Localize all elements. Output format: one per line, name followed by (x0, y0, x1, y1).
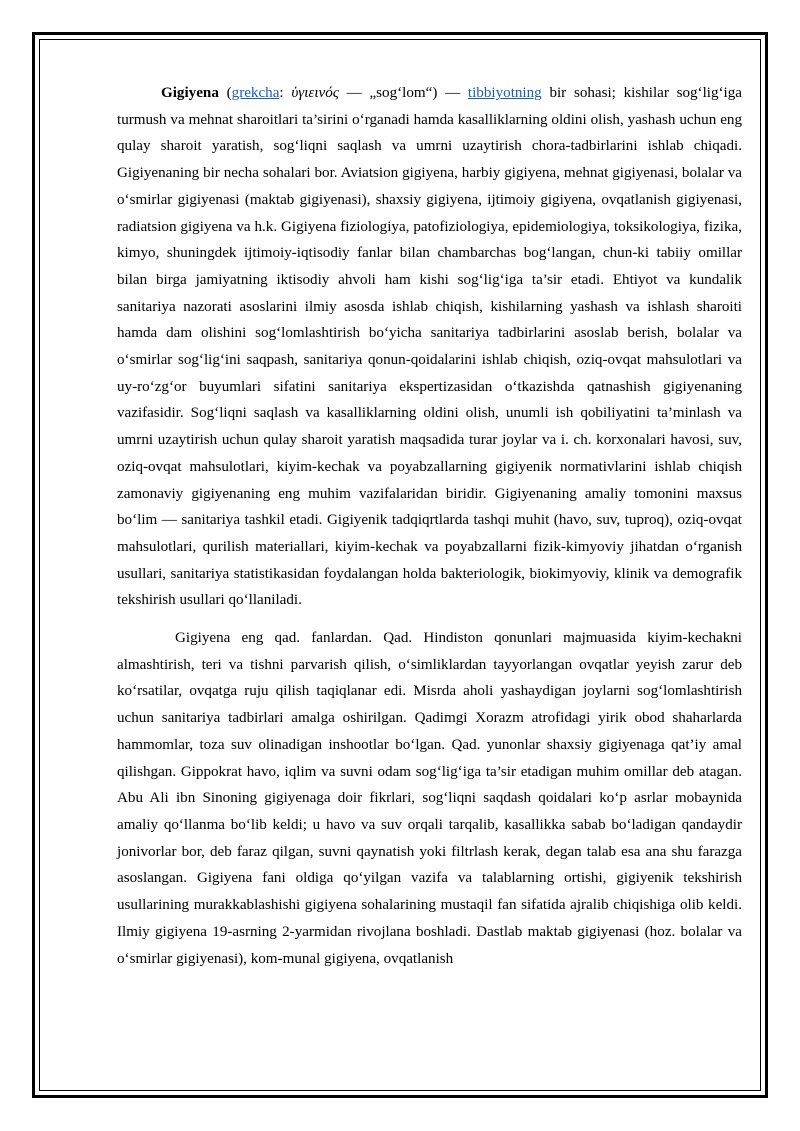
greek-word: ὑγιεινός (291, 85, 339, 101)
paragraph-1 (117, 80, 742, 614)
field-link[interactable]: tibbiyotning (467, 85, 542, 101)
colon: : (279, 85, 292, 101)
document-body (117, 80, 742, 972)
article-title: Gigiyena (161, 85, 219, 101)
meaning-text: — „sog‘lom“) — (338, 85, 468, 101)
paragraph-2: Gigiyena eng qad. fanlardan. Qad. Hindiston qonunlari majmuasida kiyim-kechakni almashtirish, teri va tishni parvarish qilish, o‘simliklardan tayyorlangan ovqatlar yeyish zarur deb ko‘rsatilar, ovqatga ruju qilish taqiqlanar edi. Misrda aholi yashaydigan joylarni sog‘lomlashtirish uchun sanitariya tadbirlari amalga oshirilgan. Qadimgi Xorazm atrofidagi yirik obod shaharlarda hammomlar, toza suv olinadigan inshootlar bo‘lgan. Qad. yunonlar shaxsiy gigiyenaga qat’iy amal qilishgan. Gippokrat havo, iqlim va suvni odam sog‘lig‘iga ta’sir etadigan muhim omillar deb atagan. Abu Ali ibn Sinoning gigiyenaga doir fikrlari, sog‘liqni saqdash qoidalari ko‘p asrlar mobaynida amaliy qo‘llanma bo‘lib keldi; u havo va suv orqali tarqalib, kasallikka sabab bo‘ladigan qandaydir jonivorlar bor, deb faraz qilgan, suvni qaynatish yoki filtrlash kerak, degan talab esa ana shu farazga asoslangan. Gigiyena fani oldiga qo‘yilgan vazifa va talablarning ortishi, gigiyenik tekshirish usullarining murakkablashishi gigiyena sohalarining mustaqil fan sifatida ajralib chiqishiga olib keldi. Ilmiy gigiyena 19-asrning 2-yarmidan rivojlana boshladi. Dastlab maktab gigiyenasi (hoz. bolalar va o‘smirlar gigiyenasi), kom-munal gigiyena, ovqatlanish (117, 630, 742, 967)
paren-open: ( (226, 85, 232, 101)
language-link[interactable]: grekcha (231, 85, 280, 101)
paragraph-1-text: bir sohasi; kishilar sog‘lig‘iga turmush va mehnat sharoitlari ta’sirini o‘rganadi hamda kasalliklarning oldini olish, yashash uchun eng qulay sharoit yaratish, sog‘liqni saqlash va umrni uzaytirish chora-tadbirlarini ishlab chiqadi. Gigiyenaning bir necha sohalari bor. Aviatsion gigiyena, harbiy gigiyena, mehnat gigiyenasi, bolalar va o‘smirlar gigiyenasi (maktab gigiyenasi), shaxsiy gigiyena, ijtimoiy gigiyena, ovqatlanish gigiyenasi, radiatsion gigiyena va h.k. Gigiyena fiziologiya, patofiziologiya, epidemiologiya, toksikologiya, fizika, kimyo, shuningdek ijtimoiy-iqtisodiy fanlar bilan chambarchas bog‘langan, chun-ki tabiiy omillar bilan birga jamiyatning iktisodiy ahvoli ham kishi sog‘lig‘iga ta’sir etadi. Ehtiyot va kundalik sanitariya nazorati asoslarini ilmiy asosda ishlab chiqish, kishilarning yashash va ishlash sharoiti hamda dam olishini sog‘lomlashtirish bo‘yicha sanitariya tadbirlarini asoslab berish, bolalar va o‘smirlar sog‘lig‘ini saqpash, sanitariya qonun-qoidalarini ishlab chiqish, oziq-ovqat mahsulotlari va uy-ro‘zg‘or buyumlari sifatini sanitariya ekspertizasidan o‘tkazishda qatnashish gigiyenaning vazifasidir. Sog‘liqni saqlash va kasalliklarning oldini olish, unumli ish qobiliyatini ta’minlash va umrni uzaytirish uchun qulay sharoit yaratish maqsadida turar joylar va i. ch. korxonalari havosi, suv, oziq-ovqat mahsulotlari, kiyim-kechak va poyabzallarning gigiyenik normativlarini ishlab chiqish zamonaviy gigiyenaning eng muhim vazifalaridan biridir. Gigiyenaning amaliy tomonini maxsus bo‘lim — sanitariya tashkil etadi. Gigiyenik tadqiqrtlarda tashqi muhit (havo, suv, tuproq), oziq-ovqat mahsulotlari, qurilish materiallari, kiyim-kechak va poyabzallarni fizik-kimyoviy jihatdan o‘rganish usullari, sanitariya statistikasidan foydalangan holda bakteriologik, biokimyoviy, klinik va demografik tekshirish usullari qo‘llaniladi. (117, 85, 742, 609)
